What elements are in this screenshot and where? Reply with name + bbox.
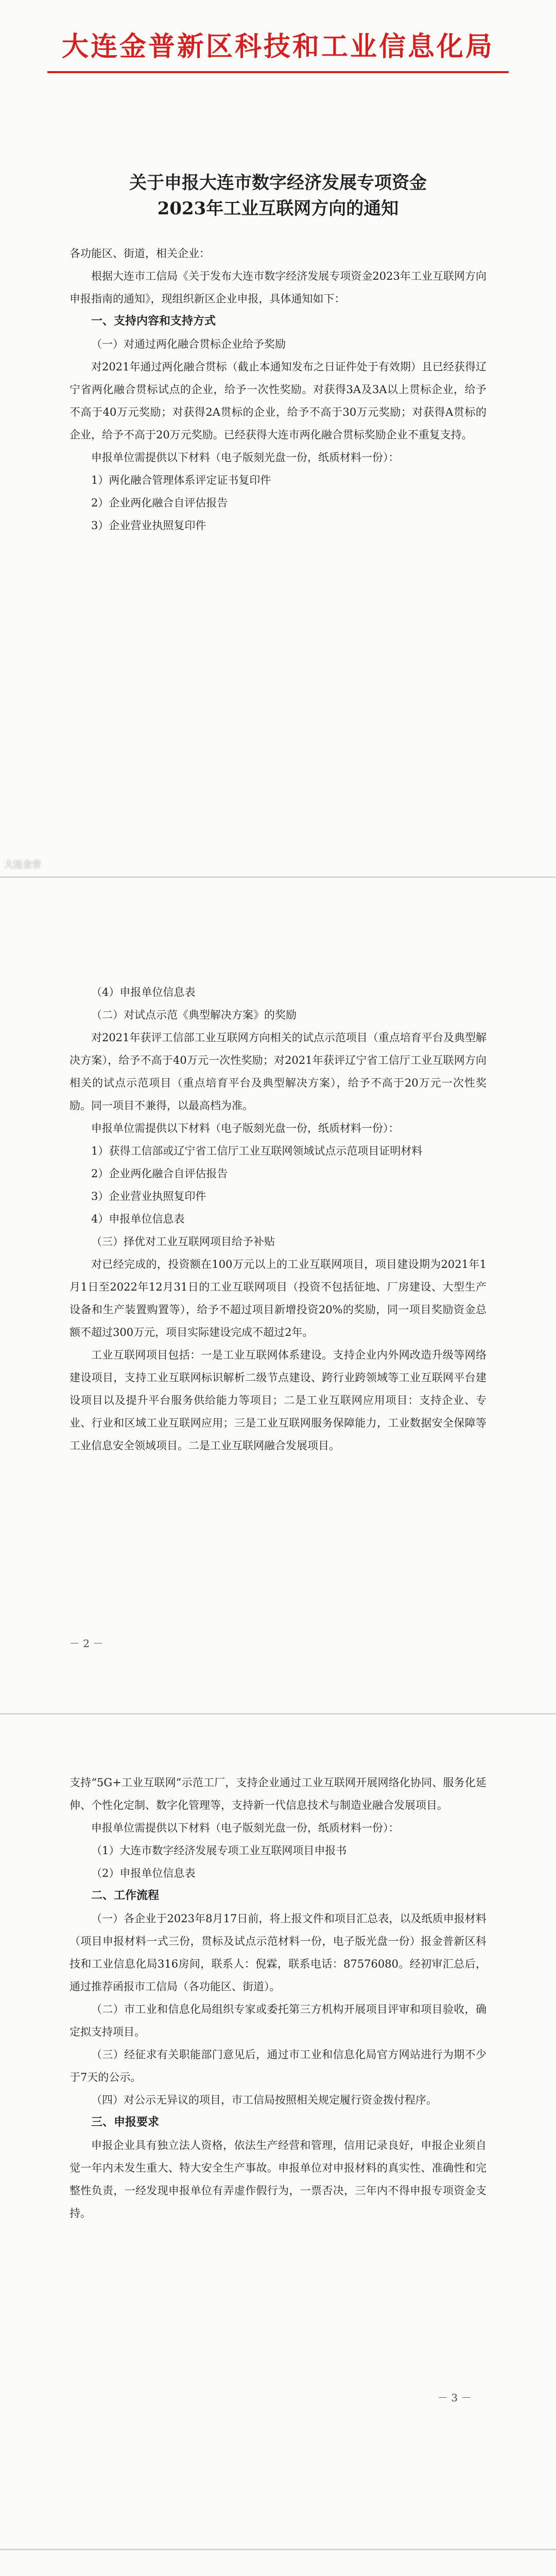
material-item: 2）企业两化融合自评估报告 (91, 497, 228, 509)
workflow-step-2: （二）市工业和信息化局组织专家或委托第三方机构开展项目评审和项目验收，确定拟支持项目。 (70, 2003, 486, 2038)
section-1-2-materials: 申报单位需提供以下材料（电子版刻光盘一份，纸质材料一份）： (91, 1122, 399, 1134)
workflow-step-1: （一）各企业于2023年8月17日前，将上报文件和项目汇总表，以及纸质申报材料（项目申报材料一式三份，贯标及试点示范材料一份，电子版光盘一份）报金普新区科技和工业信息化局316房间，联系人：倪霖，联系电话：87576080。经初审汇总后，通过推荐函报市工信局（各功能区、街道）。 (70, 1912, 486, 1993)
document-page-4 (0, 2550, 556, 2576)
header-divider (47, 71, 509, 73)
section-1-1-materials: 申报单位需提供以下材料（电子版刻光盘一份，纸质材料一份）： (91, 451, 399, 464)
page-2-body (70, 981, 486, 1457)
section-3-title: 三、申报要求 (91, 2116, 160, 2129)
requirements-paragraph: 申报企业具有独立法人资格，依法生产经营和管理，信用记录良好，申报企业须自觉一年内未发生重大、特大安全生产事故。申报单位对申报材料的真实性、准确性和完整性负责，一经发现申报单位有弄虚作假行为，一票否决，三年内不得申报专项资金支持。 (70, 2139, 486, 2219)
section-1-3-materials: 申报单位需提供以下材料（电子版刻光盘一份，纸质材料一份）： (91, 1822, 399, 1834)
document-title (57, 170, 499, 222)
section-1-2-title: （二）对试点示范《典型解决方案》的奖励 (91, 1009, 297, 1021)
material-item: 1）获得工信部或辽宁省工信厅工业互联网领域试点示范项目证明材料 (91, 1145, 423, 1157)
material-item: （2）申报单位信息表 (91, 1867, 196, 1879)
page-number: － 3 － (438, 2392, 472, 2404)
section-1-2-paragraph: 对2021年获评工信部工业互联网方向相关的试点示范项目（重点培育平台及典型解决方案），给予不高于40万元一次性奖励；对2021年获评辽宁省工信厅工业互联网方向相关的试点示范项目（重点培育平台及典型解决方案），给予不高于20万元一次性奖励。同一项目不兼得，以最高档为准。 (70, 1031, 486, 1112)
watermark-left: 大连金普 (4, 859, 41, 870)
document-page-2 (0, 878, 556, 1715)
intro-paragraph: 根据大连市工信局《关于发布大连市数字经济发展专项资金2023年工业互联网方向申报指南的通知》，现组织新区企业申报，具体通知如下： (70, 270, 486, 305)
section-1-title: 一、支持内容和支持方式 (91, 315, 216, 328)
page-3-body (70, 1771, 486, 2225)
section-1-1-title: （一）对通过两化融合贯标企业给予奖励 (91, 338, 286, 350)
section-1-3-title: （三）择优对工业互联网项目给予补贴 (91, 1235, 275, 1248)
red-header: 大连金普新区科技和工业信息化局 (61, 31, 494, 62)
section-2-title: 二、工作流程 (91, 1889, 160, 1902)
material-item: 3）企业营业执照复印件 (91, 1190, 206, 1202)
greeting: 各功能区、街道，相关企业： (70, 247, 210, 260)
section-1-3-scope: 工业互联网项目包括：一是工业互联网体系建设。支持企业内外网改造升级等网络建设项目，支持工业互联网标识解析二级节点建设、跨行业跨领域等工业互联网平台建设项目以及提升平台服务供给能力等项目；二是工业互联网应用项目：支持企业、专业、行业和区域工业互联网应用；三是工业互联网服务保障能力，工业数据安全保障等工业信息安全领域项目。二是工业互联网融合发展项目。 (70, 1349, 486, 1452)
page-1-body (70, 242, 486, 537)
material-item: 2）企业两化融合自评估报告 (91, 1167, 228, 1180)
material-item: 1）两化融合管理体系评定证书复印件 (91, 474, 271, 486)
workflow-step-3: （三）经征求有关职能部门意见后，通过市工业和信息化局官方网站进行为期不少于7天的公示。 (70, 2048, 486, 2083)
document-page-1 (0, 0, 556, 878)
title-line-1: 关于申报大连市数字经济发展专项资金 (129, 173, 427, 193)
material-item: 3）企业营业执照复印件 (91, 519, 206, 532)
material-item: （4）申报单位信息表 (91, 986, 196, 998)
material-item: 4）申报单位信息表 (91, 1213, 185, 1225)
material-item: （1）大连市数字经济发展专项工业互联网项目申报书 (91, 1844, 347, 1857)
section-1-3-paragraph: 对已经完成的，投资额在100万元以上的工业互联网项目，项目建设期为2021年1月1日至2022年12月31日的工业互联网项目（投资不包括征地、厂房建设、大型生产设备和生产装置购置等），给予不超过项目新增投资20%的奖励，同一项目奖励资金总额不超过300万元，项目实际建设完成不超过2年。 (70, 1258, 486, 1338)
section-1-3-support: 支持“5G+工业互联网”示范工厂，支持企业通过工业互联网开展网络化协同、服务化延伸、个性化定制、数字化管理等，支持新一代信息技术与制造业融合发展项目。 (70, 1776, 486, 1811)
page-number: － 2 － (70, 1637, 103, 1650)
section-1-1-paragraph: 对2021年通过两化融合贯标（截止本通知发布之日证件处于有效期）且已经获得辽宁省两化融合贯标试点的企业，给予一次性奖励。对获得3A及3A以上贯标企业，给予不高于40万元奖励；对获得2A贯标的企业，给予不高于30万元奖励；对获得A贯标的企业，给予不高于20万元奖励。已经获得大连市两化融合贯标奖励企业不重复支持。 (70, 361, 486, 441)
title-line-2: 2023年工业互联网方向的通知 (157, 198, 399, 219)
workflow-step-4: （四）对公示无异议的项目，市工信局按照相关规定履行资金拨付程序。 (91, 2094, 437, 2106)
document-page-3 (0, 1715, 556, 2550)
